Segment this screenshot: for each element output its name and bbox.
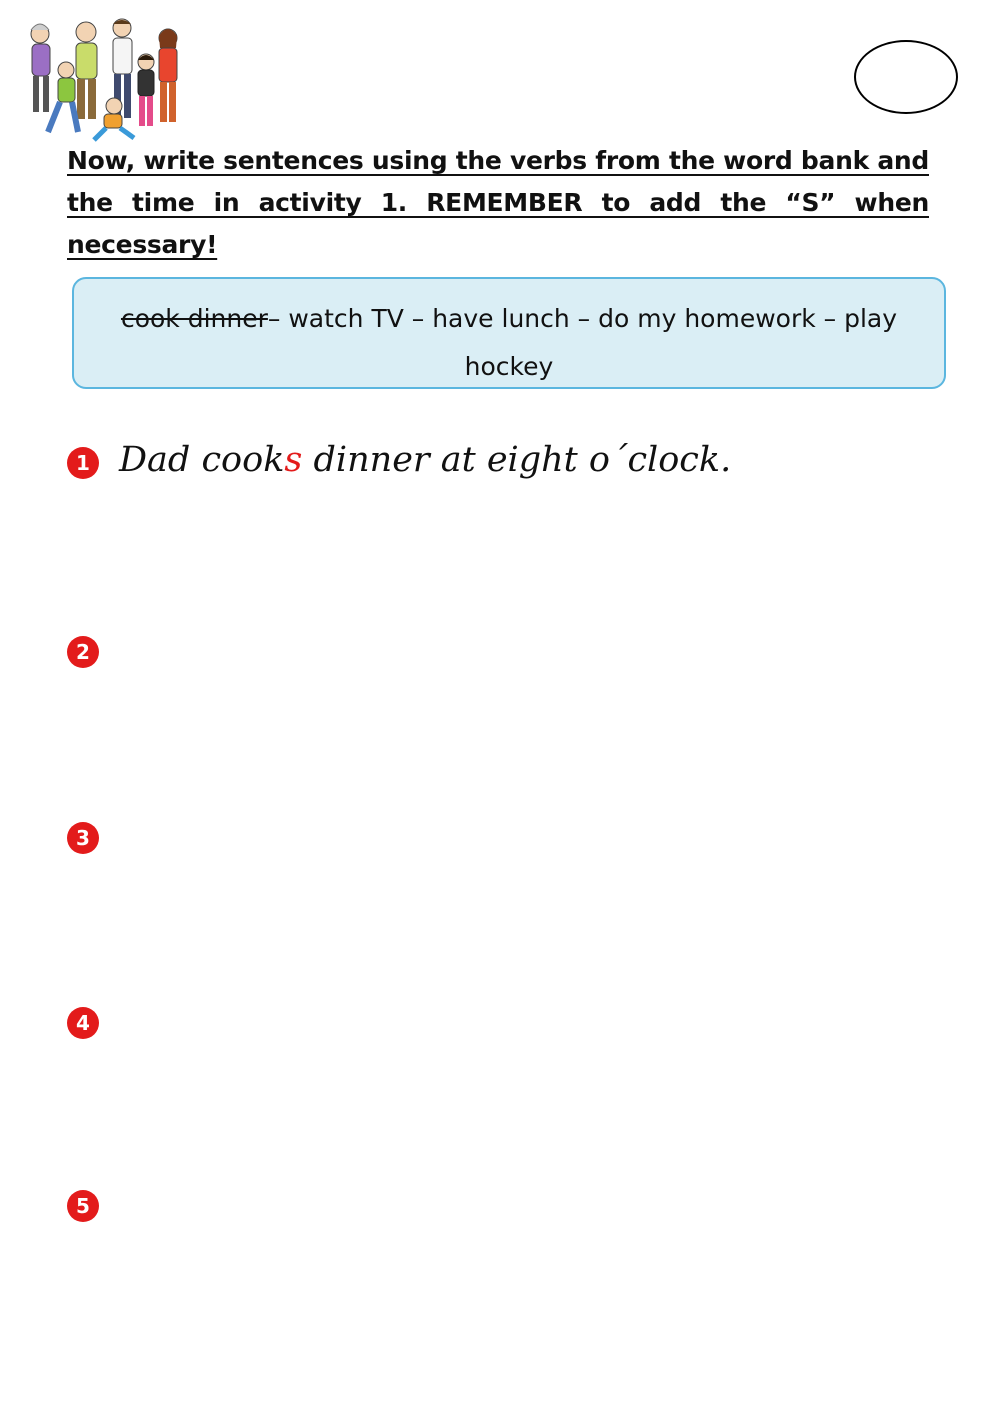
number-badge-3: 3 — [67, 822, 99, 854]
word-bank-verbs: – watch TV – have lunch – do my homework – play hockey — [267, 304, 898, 381]
instructions-text: Now, write sentences using the verbs from the word bank and the time in activity 1. REMEMBER to add the “S” when necessary! — [67, 146, 929, 259]
person-grandma — [31, 24, 50, 112]
example-s-highlight: s — [284, 440, 303, 480]
example-sentence-end: dinner at eight o´clock. — [302, 440, 732, 480]
score-oval — [854, 40, 958, 114]
person-girl — [138, 54, 154, 126]
person-grandpa — [76, 22, 97, 119]
example-sentence — [119, 435, 731, 485]
number-badge-5: 5 — [67, 1190, 99, 1222]
word-bank — [72, 277, 946, 389]
number-badge-1: 1 — [67, 447, 99, 479]
number-badge-4: 4 — [67, 1007, 99, 1039]
person-boy — [48, 62, 78, 132]
person-mom — [159, 29, 177, 122]
word-bank-crossed-verb: cook dinner — [120, 304, 268, 333]
family-group-illustration-icon — [18, 14, 193, 142]
example-sentence-start: Dad cook — [119, 440, 285, 480]
number-badge-2: 2 — [67, 636, 99, 668]
